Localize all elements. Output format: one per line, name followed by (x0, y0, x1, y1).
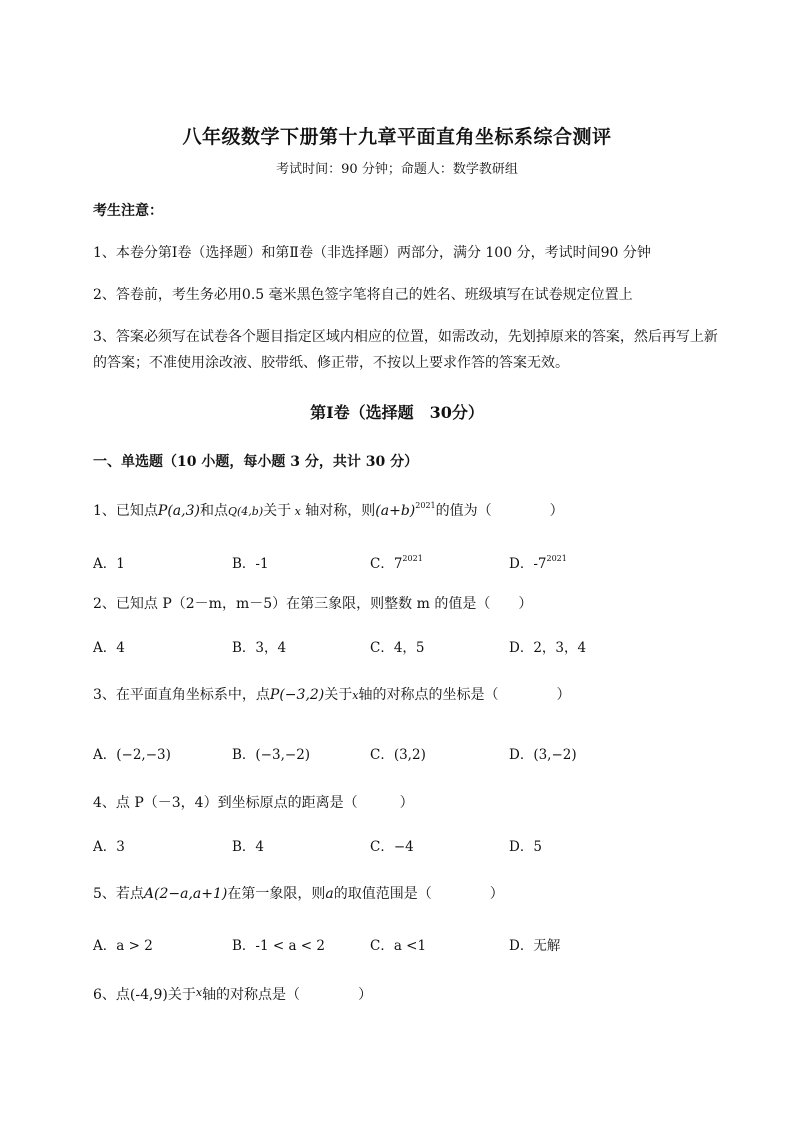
q6-text-a: 6、点 (93, 987, 130, 1003)
q1-option-d-exp: 2021 (546, 554, 567, 563)
q4-option-d: D．5 (509, 839, 542, 855)
page-subtitle: 考试时间：90 分钟；命题人：数学教研组 (276, 162, 518, 177)
q2-option-d: D．2，3，4 (509, 640, 587, 656)
q6-text-b: 关于 (167, 987, 196, 1003)
notice-item-3: 3、答案必须写在试卷各个题目指定区域内相应的位置，如需改动，先划掉原来的答案，然后再写上新 (93, 329, 718, 345)
q5-point: A(2−a,a+1) (143, 886, 228, 902)
q2-option-a: A．4 (93, 640, 125, 656)
q5-close-paren: ） (489, 886, 504, 902)
q1-option-d-base: D．-7 (509, 556, 547, 572)
q5-text-a: 5、若点 (93, 886, 144, 902)
q3-option-a: A．(−2,−3) (93, 747, 171, 763)
q1-option-b: B．-1 (232, 556, 269, 572)
q3-close-paren: ） (556, 687, 571, 703)
q1-text-a: 1、已知点 (93, 503, 158, 519)
part1-title: 第Ⅰ卷（选择题 30分） (310, 403, 484, 422)
q3-point: P(−3,2) (269, 687, 325, 703)
q1-option-d (509, 552, 567, 572)
question-2-stem: 2、已知点 P（2－m，m－5）在第三象限，则整数 m 的值是（ ） (93, 596, 533, 612)
q5-option-c: C．a <1 (370, 938, 427, 954)
question-3-stem (93, 684, 570, 704)
q3-option-d: D．(3,−2) (509, 747, 577, 763)
q6-var: x (195, 986, 203, 999)
question-1-stem (93, 500, 564, 520)
q1-option-a: A．1 (93, 556, 125, 572)
q6-text-c: 轴的对称点是（ (202, 987, 301, 1003)
q1-option-c-base: C．7 (370, 556, 403, 572)
q2-option-c: C．4，5 (370, 640, 425, 656)
q3-option-b: B．(−3,−2) (232, 747, 311, 763)
q4-option-c: C．−4 (370, 839, 414, 855)
q1-expr: (a+b) (375, 503, 416, 519)
q1-option-c (370, 552, 423, 572)
q3-option-c: C．(3,2) (370, 747, 426, 763)
q1-var-x: x (294, 505, 301, 518)
q1-close-paren: ） (549, 503, 564, 519)
q4-option-b: B．4 (232, 839, 265, 855)
q3-text-b: 关于 (324, 687, 353, 703)
notice-heading: 考生注意： (93, 203, 163, 219)
q1-exponent: 2021 (415, 501, 436, 510)
q3-text-a: 3、在平面直角坐标系中，点 (93, 687, 270, 703)
q6-close-paren: ） (358, 987, 373, 1003)
q5-option-b: B．-1 < a < 2 (232, 938, 325, 954)
notice-item-2: 2、答卷前，考生务必用0.5 毫米黑色签字笔将自己的姓名、班级填写在试卷规定位置上 (93, 287, 633, 303)
q1-point-p: P(a,3) (157, 503, 200, 519)
question-6-stem (93, 984, 372, 1004)
q6-point: (-4,9) (129, 987, 168, 1003)
q1-point-q: Q(4,b) (227, 505, 264, 518)
q2-option-b: B．3，4 (232, 640, 287, 656)
question-5-stem (93, 883, 504, 903)
q5-option-a: A．a > 2 (93, 938, 153, 954)
q1-text-e: 的值为（ (435, 503, 492, 519)
q1-text-c: 关于 (263, 503, 292, 519)
q4-option-a: A．3 (93, 839, 125, 855)
notice-item-1: 1、本卷分第Ⅰ卷（选择题）和第Ⅱ卷（非选择题）两部分，满分 100 分，考试时间90 分钟 (93, 245, 651, 261)
q1-option-c-exp: 2021 (402, 554, 423, 563)
q3-var: x (352, 689, 359, 702)
q5-var: a (325, 886, 334, 902)
q5-text-b: 在第一象限，则 (227, 886, 326, 902)
notice-item-3-continued: 的答案；不准使用涂改液、胶带纸、修正带，不按以上要求作答的答案无效。 (93, 355, 569, 371)
q3-text-c: 轴的对称点的坐标是（ (358, 687, 499, 703)
q1-text-b: 和点 (199, 503, 228, 519)
page-title: 八年级数学下册第十九章平面直角坐标系综合测评 (182, 126, 612, 148)
question-4-stem: 4、点 P（－3，4）到坐标原点的距离是（ ） (93, 795, 414, 811)
q5-option-d: D．无解 (509, 938, 561, 954)
q1-text-d: 轴对称，则 (305, 503, 376, 519)
q5-text-c: 的取值范围是（ (333, 886, 432, 902)
section1-title: 一、单选题（10 小题，每小题 3 分，共计 30 分） (93, 454, 419, 470)
